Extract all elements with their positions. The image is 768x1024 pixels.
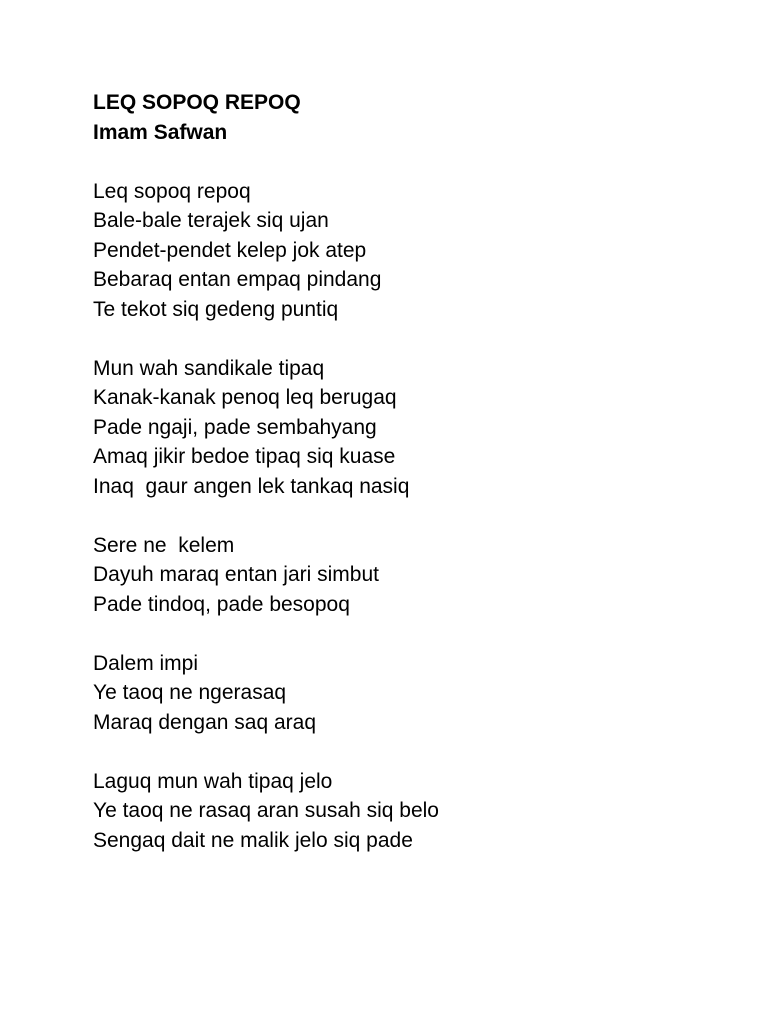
stanza-4 [93, 649, 733, 738]
poem-line: Pade ngaji, pade sembahyang [93, 415, 377, 439]
poem-line: Laguq mun wah tipaq jelo [93, 769, 333, 793]
poem-line: Pade tindoq, pade besopoq [93, 592, 350, 616]
stanza-3 [93, 531, 733, 620]
poem-line: Inaq gaur angen lek tankaq nasiq [93, 474, 410, 498]
poem-line: Bale-bale terajek siq ujan [93, 209, 329, 232]
poem-line: Maraq dengan saq araq [93, 710, 316, 734]
poem-line: Kanak-kanak penoq leq berugaq [93, 386, 397, 409]
poem-line: Sengaq dait ne malik jelo siq pade [93, 828, 413, 852]
poem-line: Bebaraq entan empaq pindang [93, 268, 382, 291]
stanza-1 [93, 177, 733, 325]
stanza-2 [93, 354, 733, 502]
poem-author: Imam Safwan [93, 120, 228, 144]
poem-line: Ye taoq ne rasaq aran susah siq belo [93, 799, 439, 822]
poem-line: Amaq jikir bedoe tipaq siq kuase [93, 445, 396, 468]
poem-line: Leq sopoq repoq [93, 179, 251, 203]
stanza-5 [93, 767, 733, 856]
poem-line: Ye taoq ne ngerasaq [93, 681, 287, 704]
poem-line: Sere ne kelem [93, 533, 235, 557]
poem-title: LEQ SOPOQ REPOQ [93, 91, 301, 114]
poem-line: Te tekot siq gedeng puntiq [93, 297, 339, 321]
poem-line: Pendet-pendet kelep jok atep [93, 238, 367, 262]
document-page [93, 88, 733, 855]
poem-line: Mun wah sandikale tipaq [93, 356, 325, 380]
poem-line: Dalem impi [93, 651, 199, 675]
poem-line: Dayuh maraq entan jari simbut [93, 563, 379, 586]
